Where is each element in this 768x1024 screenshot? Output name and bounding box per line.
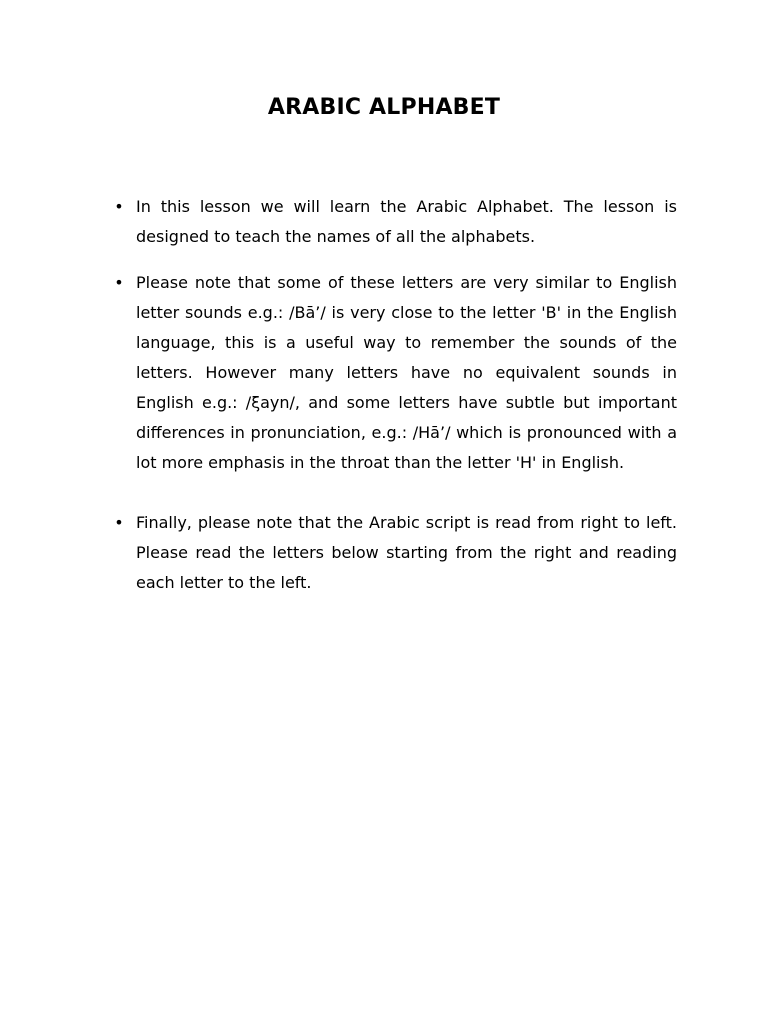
- bullet-icon: •: [114, 513, 124, 532]
- list-item: [114, 508, 677, 598]
- list-item-text: Please note that some of these letters are very similar to English letter sounds e.g.: /Bā’/ is very close to the letter 'B' in the English language, this is a useful way to remember the sounds of the letters. However many letters have no equivalent sounds in English e.g.: /ξayn/, and some letters have subtle but important differences in pronunciation, e.g.: /Hā’/ which is pronounced with a lot more emphasis in the throat than the letter 'H' in English.: [136, 273, 677, 472]
- list-item-text: Finally, please note that the Arabic script is read from right to left. Please read the letters below starting from the right and reading each letter to the left.: [136, 513, 677, 592]
- list-item: [114, 192, 677, 252]
- bullet-icon: •: [114, 273, 124, 292]
- list-item: [114, 268, 677, 478]
- list-item-text: In this lesson we will learn the Arabic Alphabet. The lesson is designed to teach the names of all the alphabets.: [136, 197, 677, 246]
- bullet-icon: •: [114, 197, 124, 216]
- page-title: ARABIC ALPHABET: [267, 95, 501, 120]
